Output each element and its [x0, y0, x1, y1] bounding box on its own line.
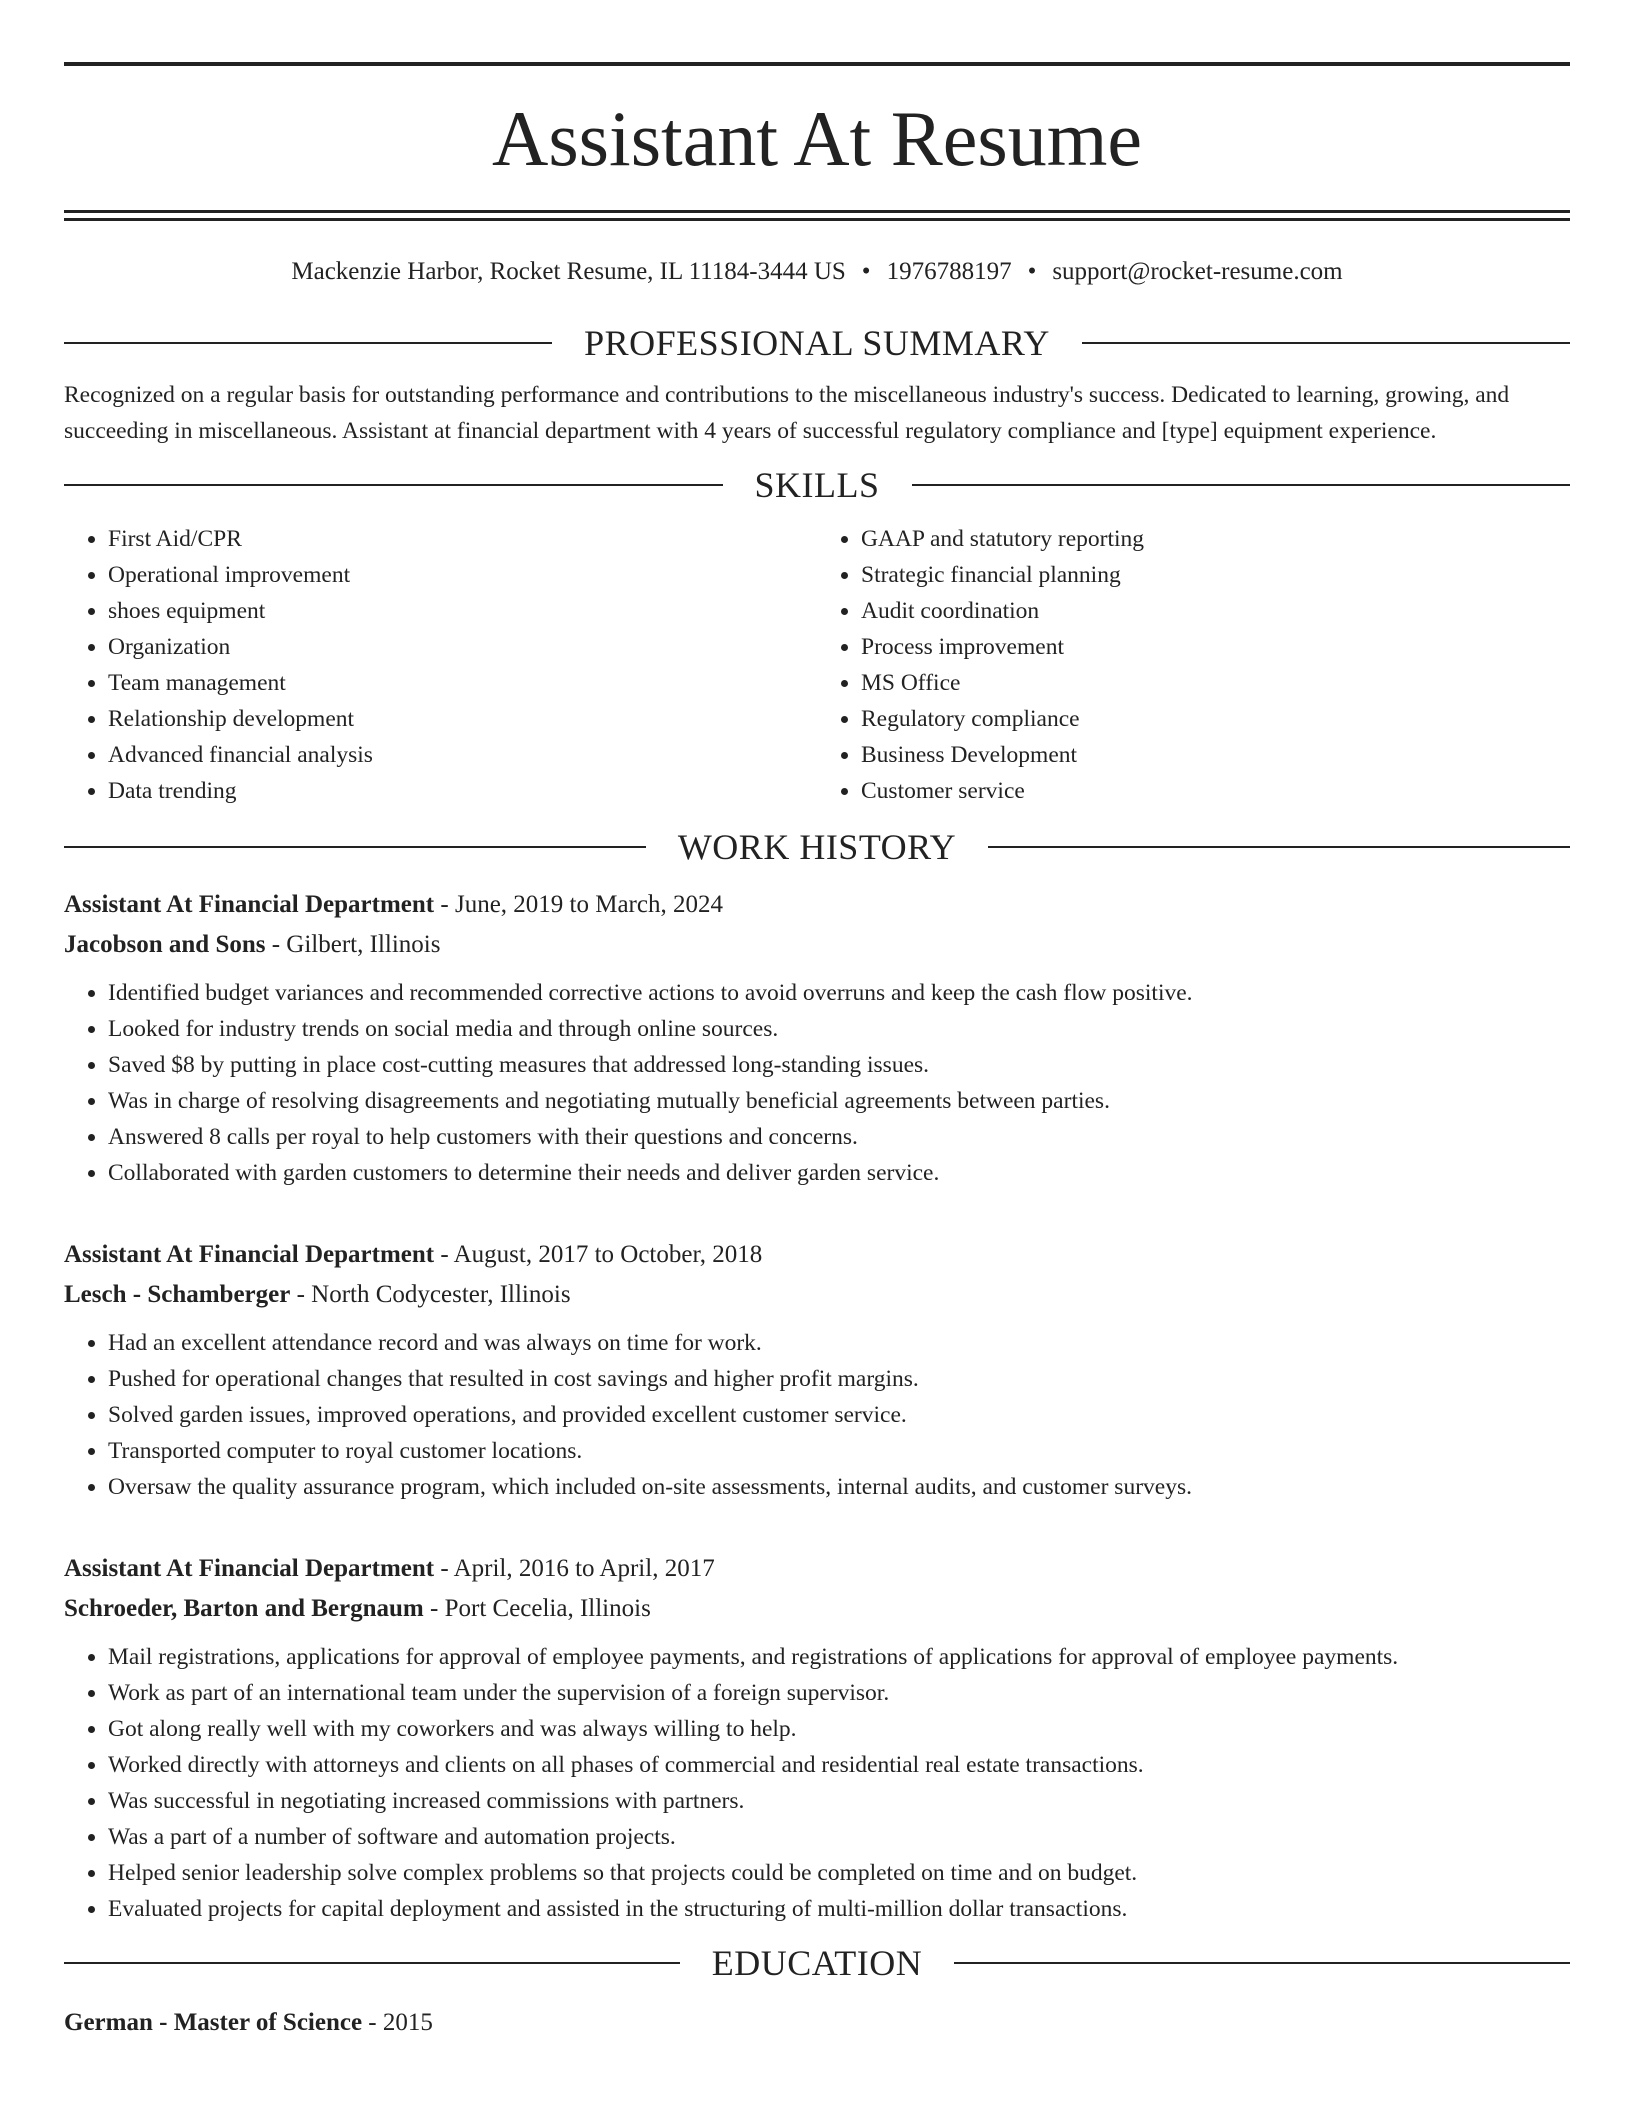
section-rule — [64, 1962, 680, 1964]
job-bullet: • Saved $8 by putting in place cost-cutting measures that addressed long-standing issues. — [108, 1047, 1570, 1083]
job-title-line — [64, 1235, 1570, 1275]
section-header-work — [64, 825, 1570, 869]
job-bullets — [64, 1325, 1570, 1505]
section-rule — [954, 1962, 1570, 1964]
skills-column-left — [64, 521, 817, 809]
skill-item: • Data trending — [108, 773, 817, 809]
contact-email: support@rocket-resume.com — [1052, 258, 1343, 285]
job-bullet: • Answered 8 calls per royal to help customers with their questions and concerns. — [108, 1119, 1570, 1155]
job-bullet: • Was in charge of resolving disagreements and negotiating mutually beneficial agreements between parties. — [108, 1083, 1570, 1119]
skill-item: • shoes equipment — [108, 593, 817, 629]
skill-item: • GAAP and statutory reporting — [861, 521, 1570, 557]
skill-item: • Team management — [108, 665, 817, 701]
job-location: - North Codycester, Illinois — [290, 1281, 571, 1308]
skill-item: • Relationship development — [108, 701, 817, 737]
job-bullets — [64, 1639, 1570, 1927]
skill-item: • Organization — [108, 629, 817, 665]
job-bullet: • Was a part of a number of software and automation projects. — [108, 1819, 1570, 1855]
job-company-line — [64, 925, 1570, 965]
skills-column-right — [817, 521, 1570, 809]
section-header-education — [64, 1941, 1570, 1985]
section-rule — [912, 484, 1571, 486]
skill-item: • Audit coordination — [861, 593, 1570, 629]
contact-phone: 1976788197 — [886, 258, 1012, 285]
section-rule — [1082, 342, 1570, 344]
resume-name: Assistant At Resume — [491, 95, 1142, 182]
job-bullet: • Worked directly with attorneys and clients on all phases of commercial and residential real estate transactions. — [108, 1747, 1570, 1783]
education-degree: German - Master of Science — [64, 2009, 363, 2036]
job-bullet: • Solved garden issues, improved operations, and provided excellent customer service. — [108, 1397, 1570, 1433]
skill-item: • Operational improvement — [108, 557, 817, 593]
job-bullet: • Helped senior leadership solve complex problems so that projects could be completed on time and on budget. — [108, 1855, 1570, 1891]
skill-item: • First Aid/CPR — [108, 521, 817, 557]
job-bullet: • Transported computer to royal customer locations. — [108, 1433, 1570, 1469]
skill-item: • Process improvement — [861, 629, 1570, 665]
section-rule — [64, 846, 646, 848]
job-bullet: • Got along really well with my coworkers and was always willing to help. — [108, 1711, 1570, 1747]
section-rule — [64, 342, 552, 344]
job-dates: - April, 2016 to April, 2017 — [434, 1555, 715, 1582]
job-location: - Gilbert, Illinois — [265, 931, 441, 958]
skill-item: • Business Development — [861, 737, 1570, 773]
job-bullet: • Looked for industry trends on social media and through online sources. — [108, 1011, 1570, 1047]
job-bullet: • Work as part of an international team under the supervision of a foreign supervisor. — [108, 1675, 1570, 1711]
job-company-line — [64, 1589, 1570, 1629]
job-title: Assistant At Financial Department — [64, 1555, 435, 1582]
skill-item: • Strategic financial planning — [861, 557, 1570, 593]
skill-item: • Regulatory compliance — [861, 701, 1570, 737]
job-company: Schroeder, Barton and Bergnaum — [64, 1595, 424, 1622]
section-title: WORK HISTORY — [677, 827, 957, 867]
education-year: - 2015 — [362, 2009, 433, 2036]
job-bullet: • Evaluated projects for capital deployment and assisted in the structuring of multi-million dollar transactions. — [108, 1891, 1570, 1927]
contact-address: Mackenzie Harbor, Rocket Resume, IL 11184-3444 US — [291, 258, 846, 285]
job-bullet: • Had an excellent attendance record and was always on time for work. — [108, 1325, 1570, 1361]
job-title-line — [64, 885, 1570, 925]
top-rule — [64, 62, 1570, 66]
section-title: EDUCATION — [711, 1943, 923, 1983]
job-title: Assistant At Financial Department — [64, 891, 435, 918]
job-bullet: • Identified budget variances and recommended corrective actions to avoid overruns and keep the cash flow positive. — [108, 975, 1570, 1011]
summary-text: Recognized on a regular basis for outstanding performance and contributions to the miscellaneous industry's success. Dedicated to learning, growing, and succeeding in miscellaneous. Assistant at financial department with 4 years of successful regulatory compliance and [type] equipment experience. — [64, 382, 1510, 444]
skill-item: • Advanced financial analysis — [108, 737, 817, 773]
job-entry — [64, 885, 1570, 1191]
section-header-summary — [64, 321, 1570, 365]
section-rule — [64, 484, 723, 486]
section-header-skills — [64, 463, 1570, 507]
job-bullets — [64, 975, 1570, 1191]
job-bullet: • Pushed for operational changes that resulted in cost savings and higher profit margins. — [108, 1361, 1570, 1397]
skills-list — [64, 521, 1570, 809]
job-bullet: • Was successful in negotiating increased commissions with partners. — [108, 1783, 1570, 1819]
skill-item: • MS Office — [861, 665, 1570, 701]
job-company-line — [64, 1275, 1570, 1315]
job-entry — [64, 1235, 1570, 1505]
contact-separator: • — [861, 258, 871, 285]
job-company: Lesch - Schamberger — [64, 1281, 291, 1308]
job-dates: - August, 2017 to October, 2018 — [434, 1241, 763, 1268]
double-rule — [64, 210, 1570, 221]
job-title: Assistant At Financial Department — [64, 1241, 435, 1268]
job-dates: - June, 2019 to March, 2024 — [434, 891, 723, 918]
resume-page — [64, 62, 1570, 2043]
contact-separator: • — [1027, 258, 1037, 285]
skill-item: • Customer service — [861, 773, 1570, 809]
job-company: Jacobson and Sons — [64, 931, 266, 958]
section-title: PROFESSIONAL SUMMARY — [584, 323, 1050, 363]
job-location: - Port Cecelia, Illinois — [423, 1595, 651, 1622]
contact-line — [64, 257, 1570, 287]
job-entry — [64, 1549, 1570, 1927]
section-rule — [988, 846, 1570, 848]
job-bullet: • Collaborated with garden customers to determine their needs and deliver garden service. — [108, 1155, 1570, 1191]
job-bullet: • Oversaw the quality assurance program, which included on-site assessments, internal audits, and customer surveys. — [108, 1469, 1570, 1505]
section-title: SKILLS — [754, 465, 880, 505]
job-title-line — [64, 1549, 1570, 1589]
education-entry — [64, 2003, 1570, 2043]
job-bullet: • Mail registrations, applications for approval of employee payments, and registrations of applications for approval of employee payments. — [108, 1639, 1570, 1675]
